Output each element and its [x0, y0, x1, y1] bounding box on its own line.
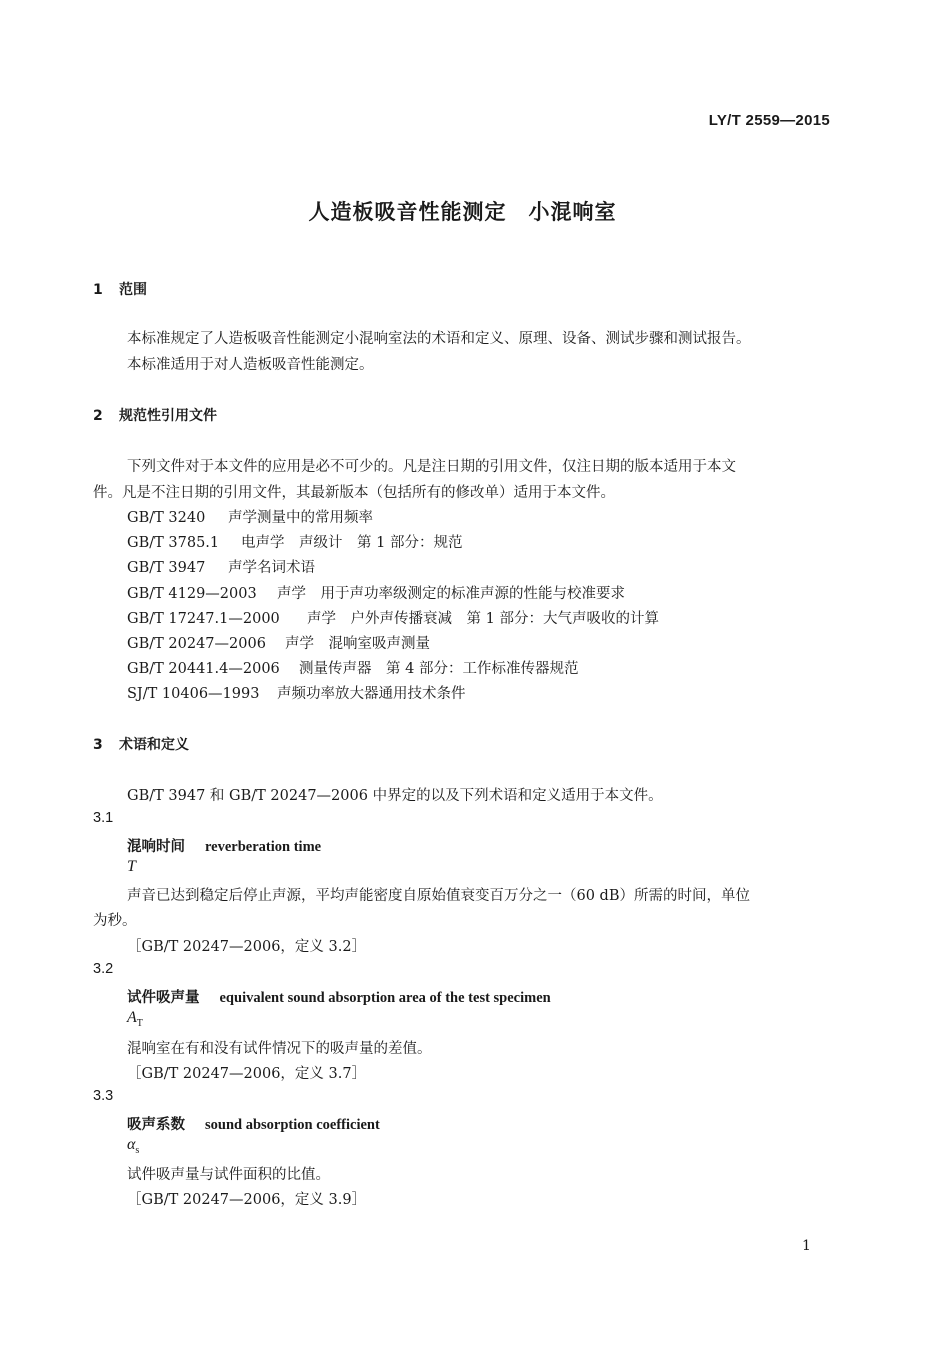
- reference-title: 声学 用于声功率级测定的标准声源的性能与校准要求: [277, 586, 625, 602]
- reference-code: GB/T 17247.1—2000: [127, 611, 280, 627]
- definition-source: ［GB/T 20247—2006，定义 3.9］: [127, 1192, 367, 1208]
- term-chinese: 混响时间: [127, 839, 185, 855]
- reference-item: [127, 506, 373, 527]
- section-1-heading: [93, 279, 147, 299]
- section-number: 2: [93, 408, 103, 424]
- term-number: 3.1: [93, 810, 114, 826]
- term-chinese: 吸声系数: [127, 1117, 185, 1133]
- paragraph-line: GB/T 3947 和 GB/T 20247—2006 中界定的以及下列术语和定义适用于本文件。: [127, 788, 663, 804]
- definition-line: 为秒。: [93, 913, 137, 929]
- section-3-heading: [93, 734, 189, 754]
- reference-title: 声频功率放大器通用技术条件: [277, 686, 466, 702]
- definition-line: 声音已达到稳定后停止声源，平均声能密度自原始值衰变百万分之一（60 dB）所需的时间，单位: [127, 888, 750, 904]
- reference-code: GB/T 3947: [127, 560, 206, 576]
- reference-code: SJ/T 10406—1993: [127, 686, 260, 702]
- section-2-heading: [93, 405, 217, 425]
- paragraph-line: 下列文件对于本文件的应用是必不可少的。凡是注日期的引用文件，仅注日期的版本适用于本文: [127, 459, 736, 475]
- reference-item: [127, 682, 466, 703]
- term-number: 3.2: [93, 961, 114, 977]
- paragraph-line: 件。凡是不注日期的引用文件，其最新版本（包括所有的修改单）适用于本文件。: [93, 485, 615, 501]
- document-code: LY/T 2559—2015: [708, 112, 830, 129]
- section-number: 1: [93, 282, 103, 298]
- reference-title: 电声学 声级计 第 1 部分：规范: [241, 535, 463, 551]
- symbol-subscript: s: [135, 1145, 140, 1157]
- reference-code: GB/T 3785.1: [127, 535, 220, 551]
- symbol-main: A: [127, 1009, 137, 1026]
- reference-title: 声学名词术语: [228, 560, 315, 576]
- reference-title: 声学 户外声传播衰减 第 1 部分：大气声吸收的计算: [307, 611, 659, 627]
- term-symbol: [127, 1009, 143, 1029]
- document-title: 人造板吸音性能测定 小混响室: [308, 200, 617, 224]
- definition-source: ［GB/T 20247—2006，定义 3.7］: [127, 1066, 367, 1082]
- term-symbol: [127, 858, 136, 876]
- reference-title: 声学 混响室吸声测量: [285, 636, 430, 652]
- term-number: 3.3: [93, 1088, 114, 1104]
- term-chinese: 试件吸声量: [127, 990, 200, 1006]
- definition-source: ［GB/T 20247—2006，定义 3.2］: [127, 939, 367, 955]
- term-entry: [127, 1113, 380, 1134]
- reference-item: [127, 657, 578, 678]
- symbol-main: T: [127, 858, 136, 875]
- section-title: 范围: [119, 282, 147, 298]
- definition-line: 混响室在有和没有试件情况下的吸声量的差值。: [127, 1041, 432, 1057]
- symbol-subscript: T: [136, 1018, 143, 1030]
- reference-title: 测量传声器 第 4 部分：工作标准传器规范: [299, 661, 579, 677]
- reference-item: [127, 531, 462, 552]
- paragraph-line: 本标准适用于对人造板吸音性能测定。: [127, 357, 374, 373]
- reference-item: [127, 632, 430, 653]
- paragraph-line: 本标准规定了人造板吸音性能测定小混响室法的术语和定义、原理、设备、测试步骤和测试报告。: [127, 331, 751, 347]
- symbol-main: α: [127, 1136, 136, 1153]
- reference-item: [127, 582, 625, 603]
- reference-code: GB/T 4129—2003: [127, 586, 257, 602]
- term-symbol: [127, 1136, 139, 1156]
- page-number: 1: [802, 1238, 811, 1254]
- section-title: 规范性引用文件: [119, 408, 217, 424]
- definition-line: 试件吸声量与试件面积的比值。: [127, 1167, 330, 1183]
- reference-item: [127, 556, 315, 577]
- section-title: 术语和定义: [119, 737, 189, 753]
- section-number: 3: [93, 737, 103, 753]
- reference-title: 声学测量中的常用频率: [228, 510, 373, 526]
- reference-code: GB/T 3240: [127, 510, 206, 526]
- term-english: equivalent sound absorption area of the test specimen: [219, 990, 551, 1006]
- term-entry: [127, 835, 321, 856]
- term-english: sound absorption coefficient: [205, 1117, 380, 1133]
- term-english: reverberation time: [205, 839, 322, 855]
- term-entry: [127, 986, 551, 1007]
- reference-code: GB/T 20441.4—2006: [127, 661, 280, 677]
- reference-code: GB/T 20247—2006: [127, 636, 266, 652]
- reference-item: [127, 607, 659, 628]
